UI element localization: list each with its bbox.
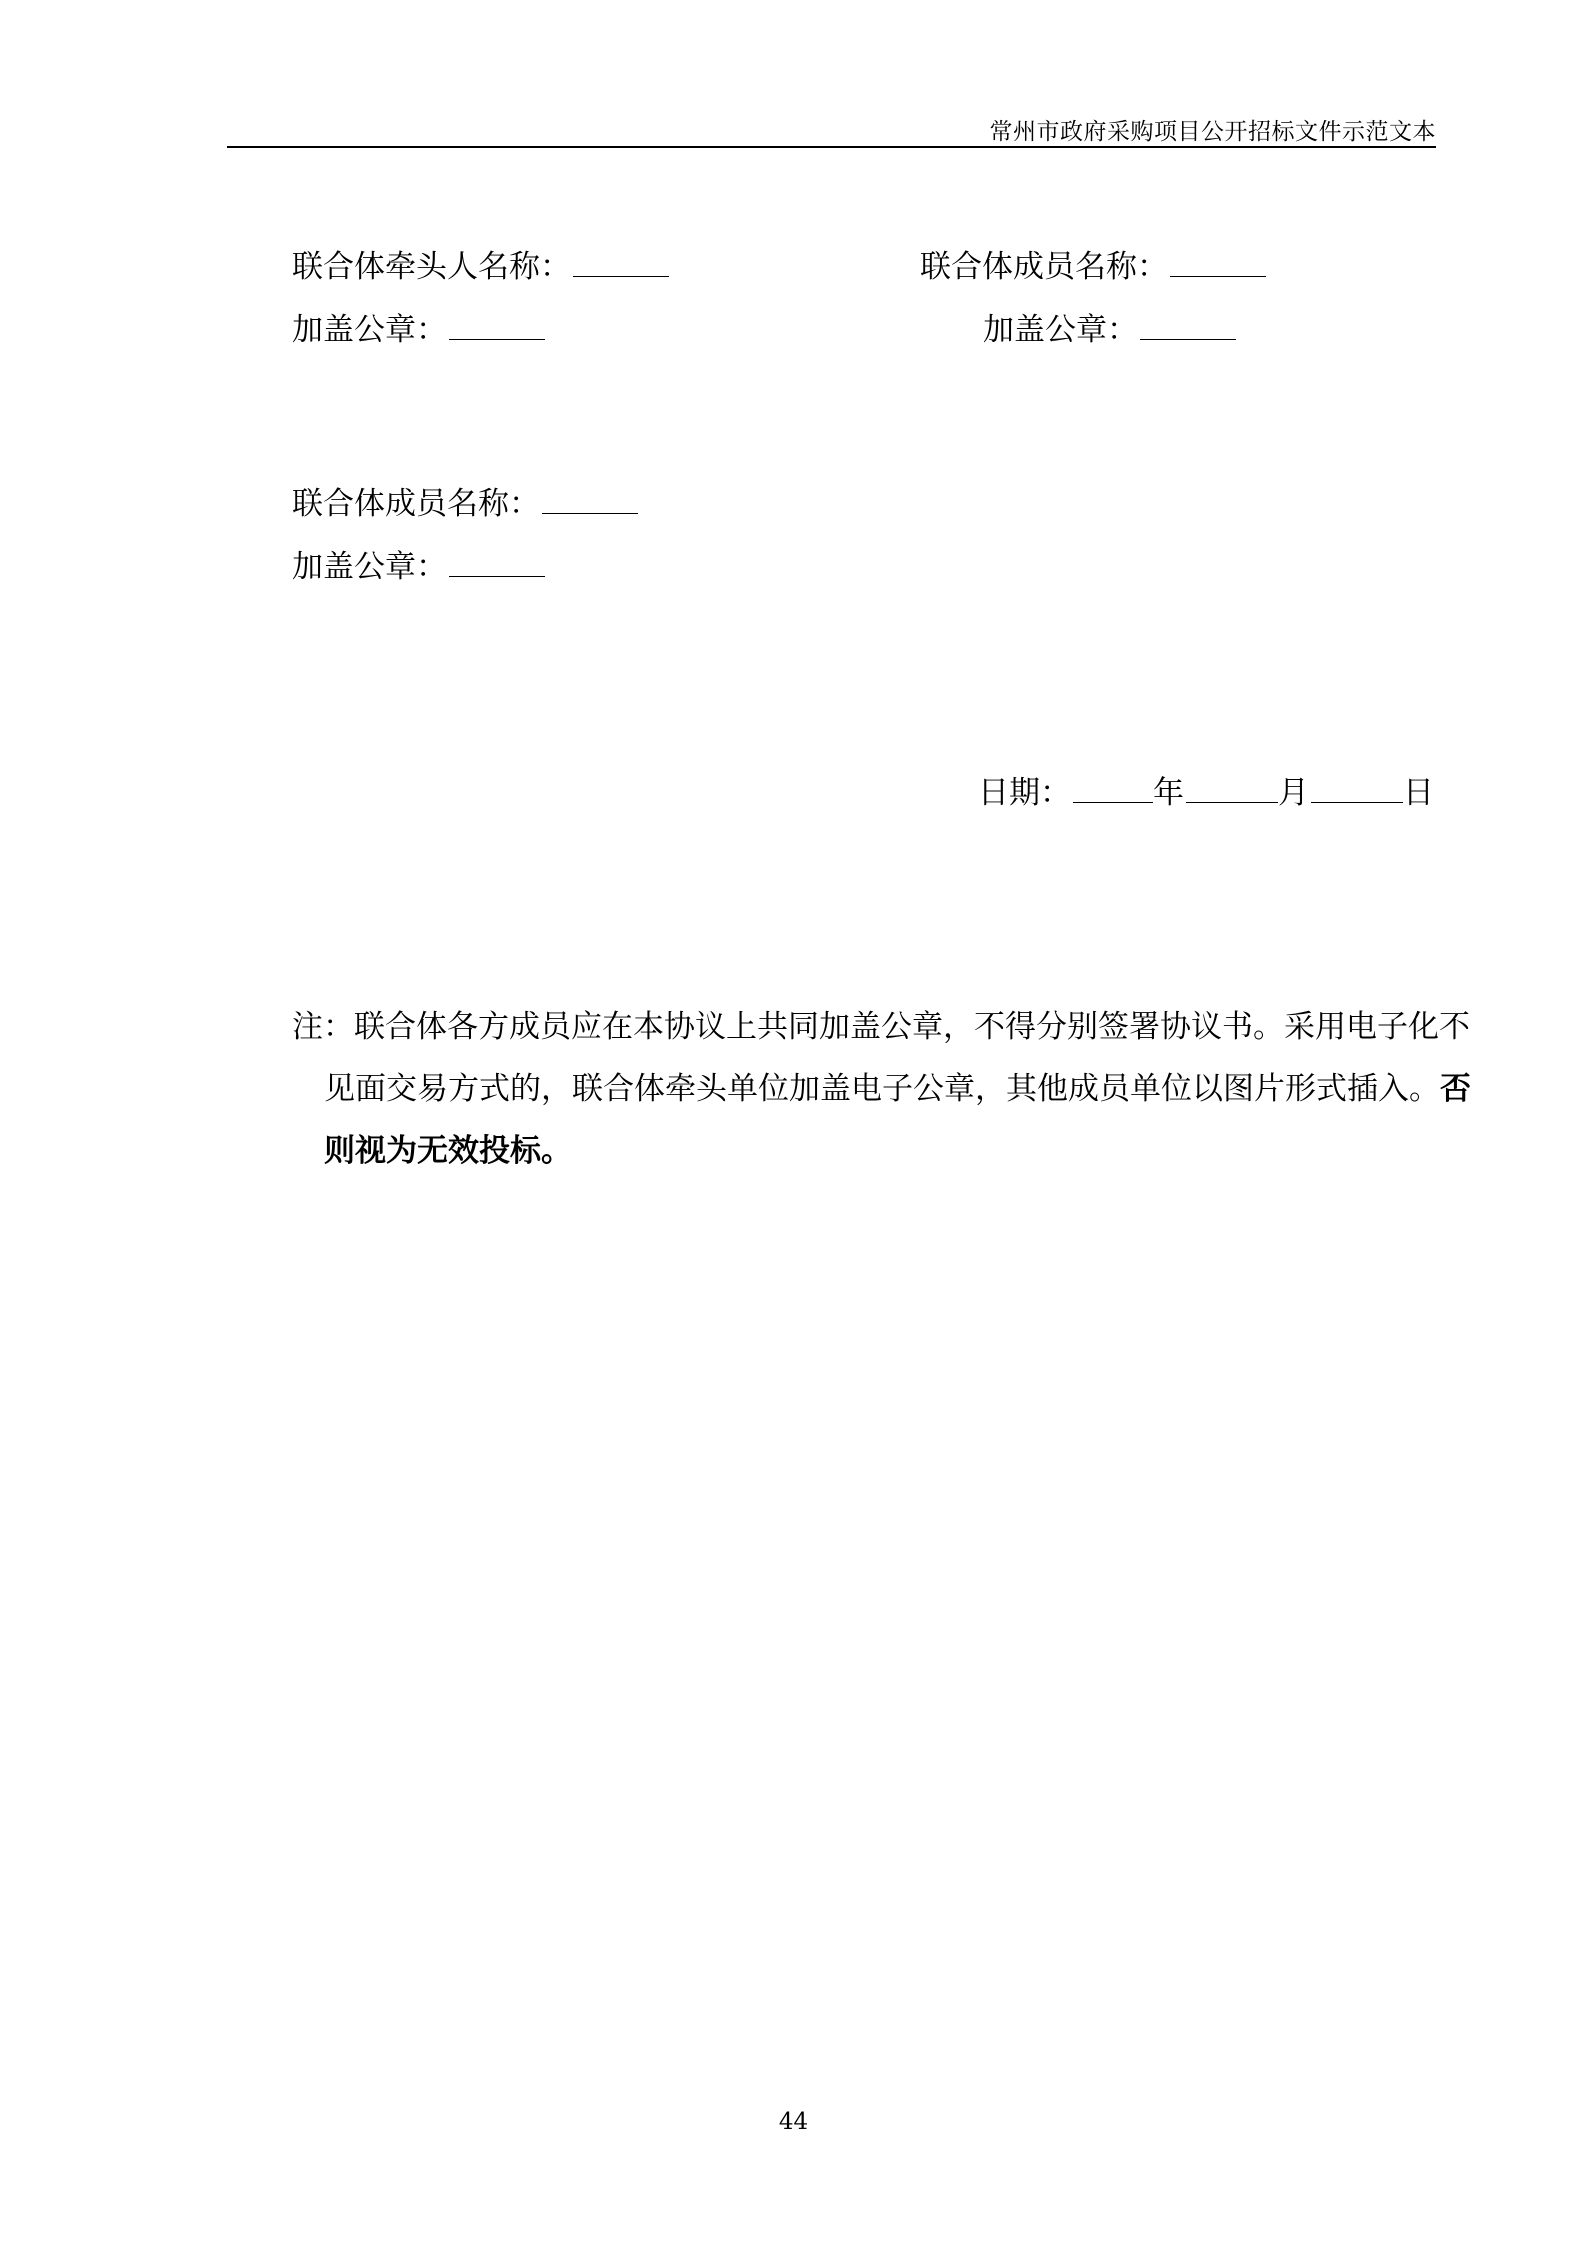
- member2-name-blank: [542, 483, 638, 514]
- lead-name-field: [292, 246, 669, 287]
- note-paragraph: [292, 996, 1472, 1182]
- lead-name-label: 联合体牵头人名称：: [292, 249, 571, 285]
- member2-seal-label: 加盖公章：: [292, 549, 447, 585]
- header-rule: [227, 146, 1436, 148]
- date-month-unit: 月: [1278, 775, 1309, 811]
- lead-seal-field: [292, 309, 545, 350]
- member1-name-label: 联合体成员名称：: [920, 249, 1168, 285]
- year-blank: [1073, 772, 1153, 803]
- member1-seal-field: [983, 309, 1236, 350]
- lead-name-blank: [573, 246, 669, 277]
- member1-seal-label: 加盖公章：: [983, 312, 1138, 348]
- member1-name-field: [920, 246, 1266, 287]
- day-blank: [1311, 772, 1403, 803]
- date-label: 日期：: [978, 775, 1071, 811]
- note-bold-text: 否则视为无效投标。: [324, 1071, 1471, 1169]
- lead-seal-label: 加盖公章：: [292, 312, 447, 348]
- lead-seal-blank: [449, 309, 545, 340]
- month-blank: [1186, 772, 1278, 803]
- page-number: 44: [778, 2109, 809, 2135]
- member2-seal-blank: [449, 546, 545, 577]
- member2-name-field: [292, 483, 638, 524]
- date-day-unit: 日: [1403, 775, 1434, 811]
- member1-name-blank: [1170, 246, 1266, 277]
- date-field: [978, 772, 1434, 813]
- header-title: 常州市政府采购项目公开招标文件示范文本: [989, 119, 1436, 145]
- member1-seal-blank: [1140, 309, 1236, 340]
- note-text: 注：联合体各方成员应在本协议上共同加盖公章，不得分别签署协议书。采用电子化不见面交易方式的，联合体牵头单位加盖电子公章，其他成员单位以图片形式插入。: [292, 1009, 1470, 1107]
- member2-seal-field: [292, 546, 545, 587]
- date-year-unit: 年: [1153, 775, 1184, 811]
- member2-name-label: 联合体成员名称：: [292, 486, 540, 522]
